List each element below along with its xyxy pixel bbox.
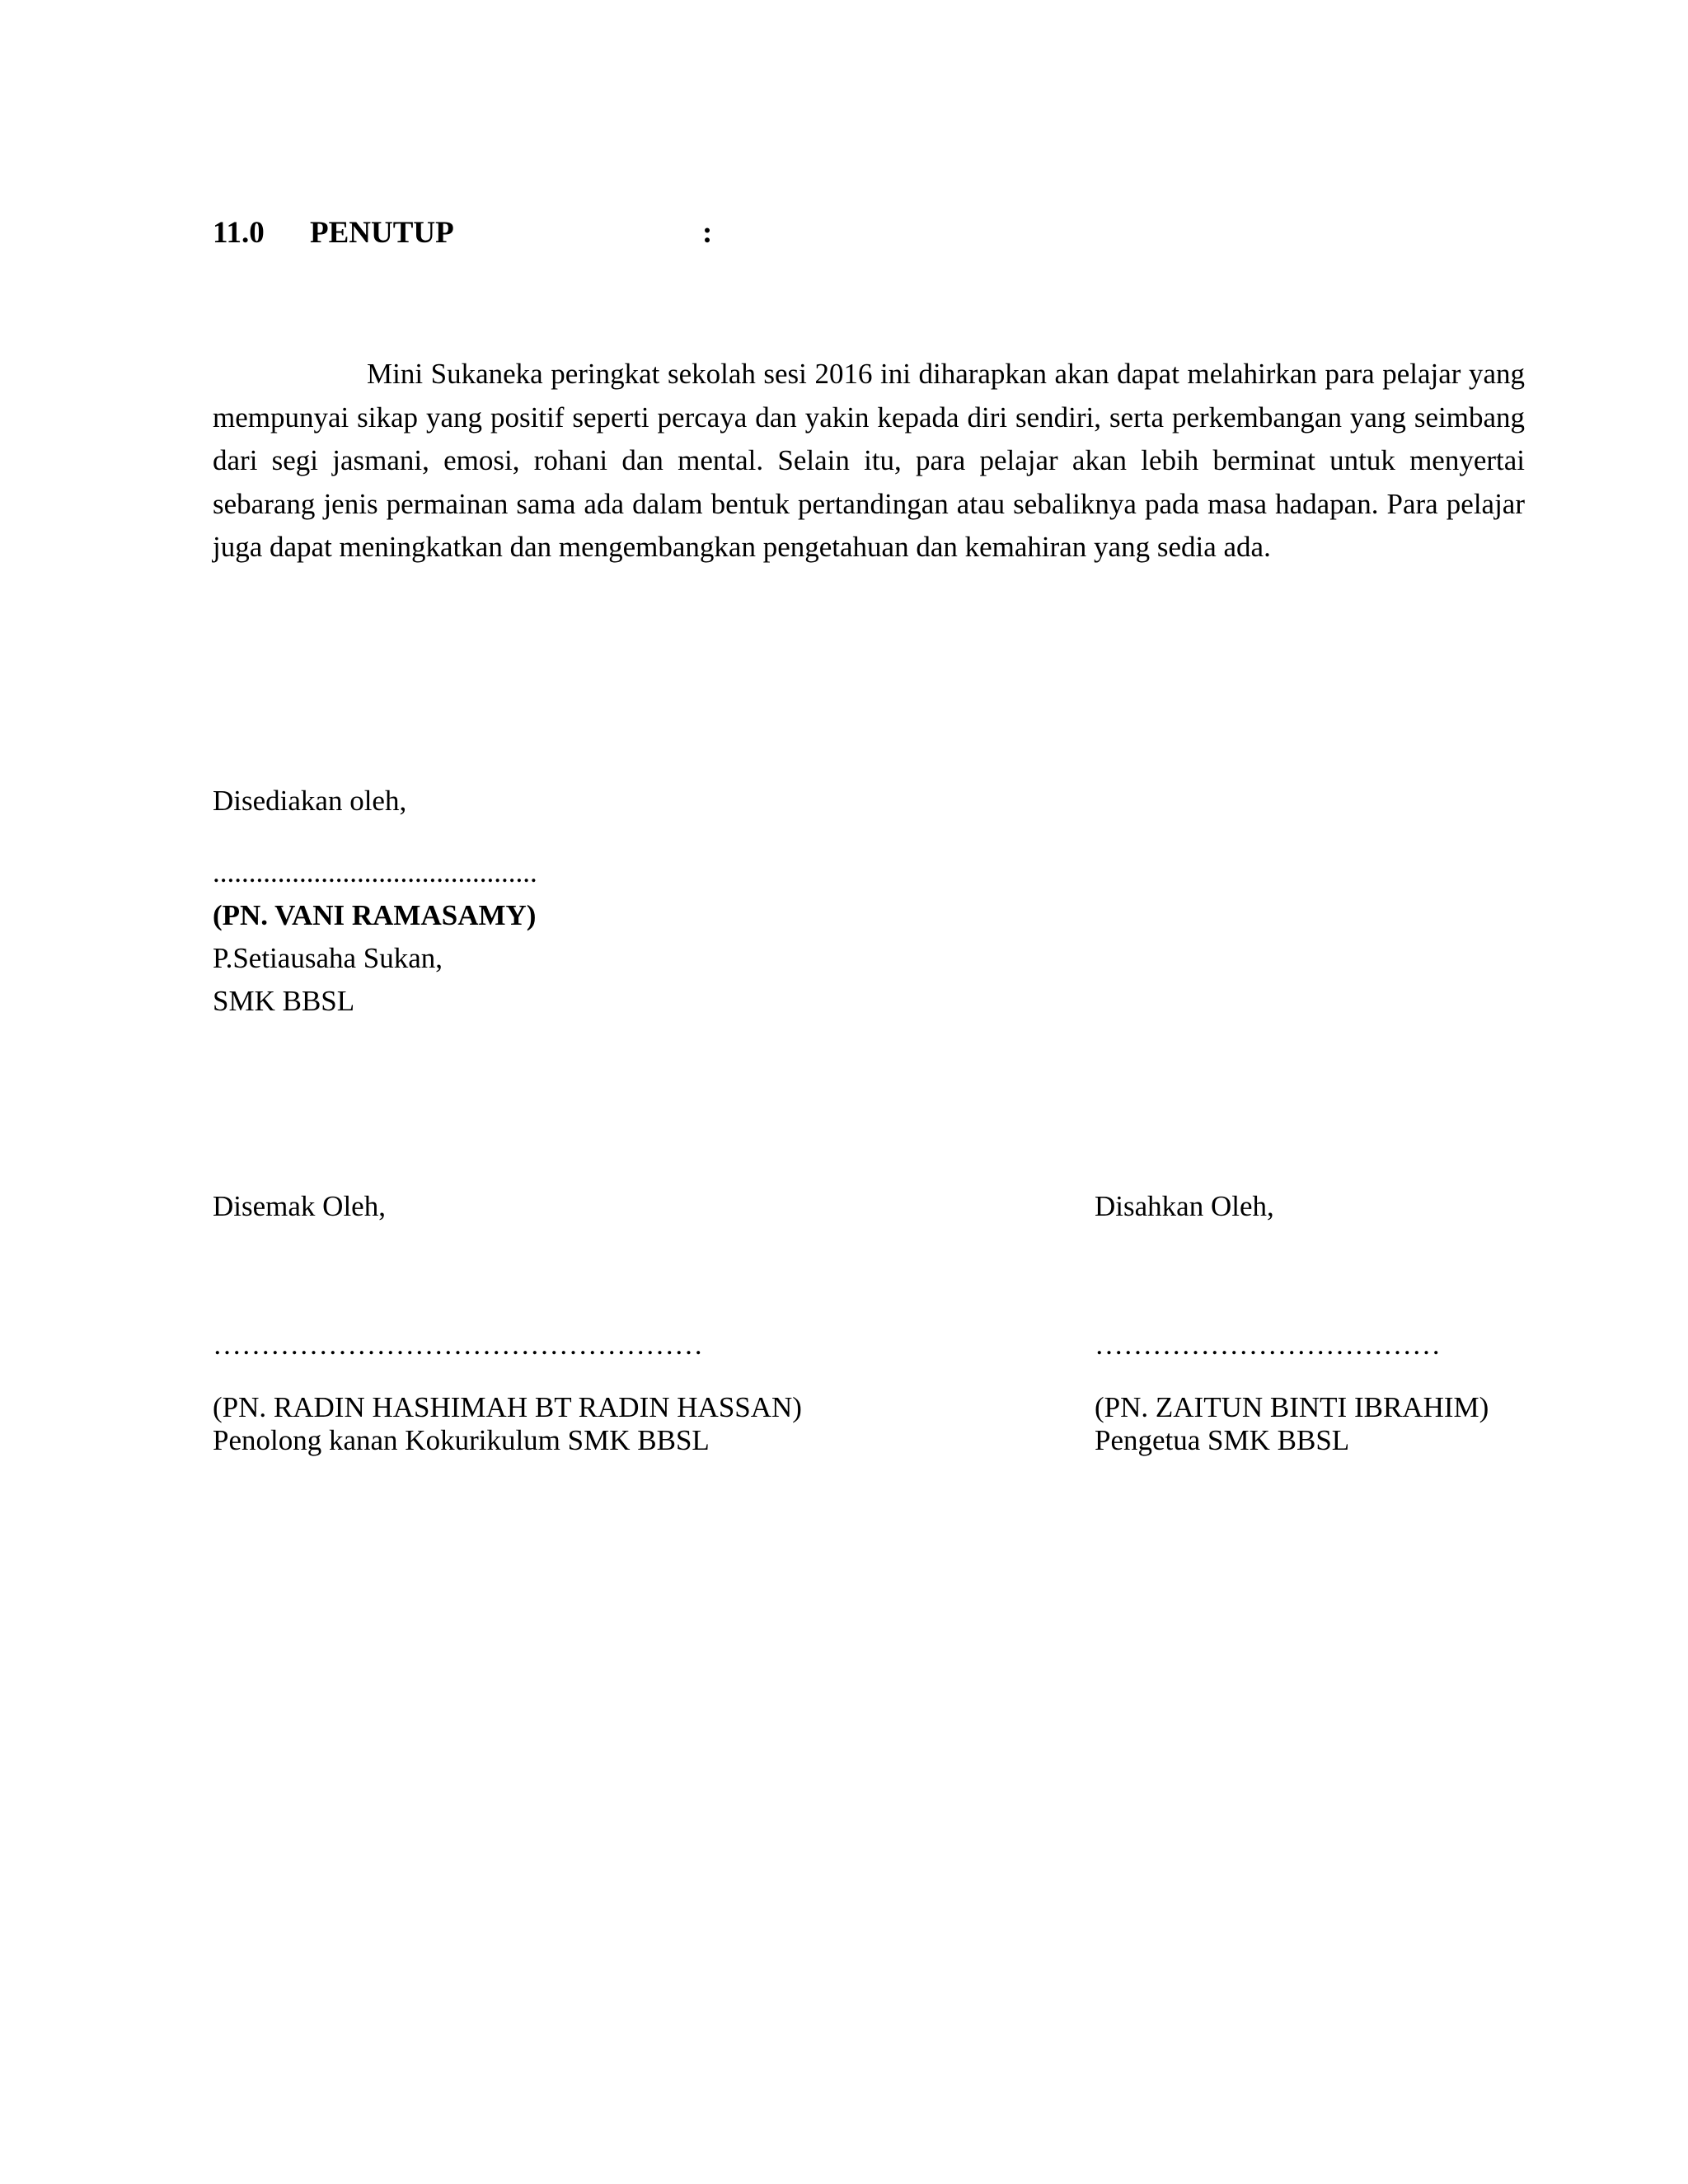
approved-by-name: (PN. ZAITUN BINTI IBRAHIM) xyxy=(1095,1391,1489,1423)
prepared-by-position: P.Setiausaha Sukan, xyxy=(213,942,443,974)
section-title: PENUTUP xyxy=(310,216,454,250)
checked-by-signature-block xyxy=(213,1391,802,1457)
prepared-by-label: Disediakan oleh, xyxy=(213,785,407,817)
prepared-by-signature-line: ............................................. xyxy=(213,856,537,888)
checked-by-name: (PN. RADIN HASHIMAH BT RADIN HASSAN) xyxy=(213,1391,802,1423)
prepared-by-name: (PN. VANI RAMASAMY) xyxy=(213,899,537,931)
prepared-by-block xyxy=(213,780,537,1023)
checked-by-label: Disemak Oleh, xyxy=(213,1190,386,1222)
approved-by-label: Disahkan Oleh, xyxy=(1095,1190,1274,1222)
section-heading xyxy=(213,212,724,255)
approved-by-signature-line: ……………………………… xyxy=(1095,1329,1441,1361)
approved-by-signature-block xyxy=(1095,1391,1489,1457)
checked-by-signature-line: …………………………………………… xyxy=(213,1329,703,1361)
prepared-by-school: SMK BBSL xyxy=(213,985,355,1017)
approved-by-position: Pengetua SMK BBSL xyxy=(1095,1424,1350,1456)
checked-by-position: Penolong kanan Kokurikulum SMK BBSL xyxy=(213,1424,710,1456)
section-colon: : xyxy=(702,216,713,250)
section-number: 11.0 xyxy=(213,216,265,250)
closing-paragraph: Mini Sukaneka peringkat sekolah sesi 2016 ini diharapkan akan dapat melahirkan para pelajar yang mempunyai sikap yang positif seperti percaya dan yakin kepada diri sendiri, serta perkembangan yang seimbang dari segi jasmani, emosi, rohani dan mental. Selain itu, para pelajar akan lebih berminat untuk menyertai sebarang jenis permainan sama ada dalam bentuk pertandingan atau sebaliknya pada masa hadapan. Para pelajar juga dapat meningkatkan dan mengembangkan pengetahuan dan kemahiran yang sedia ada. xyxy=(213,358,1525,563)
